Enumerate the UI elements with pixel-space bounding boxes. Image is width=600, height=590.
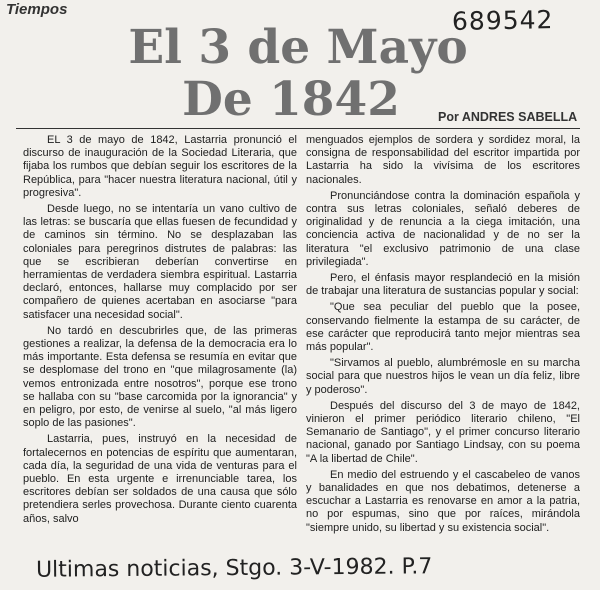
byline: Por ANDRES SABELLA [438, 110, 578, 124]
paragraph: EL 3 de mayo de 1842, Lastarria pronunció el discurso de inauguración de la Sociedad Literaria, que fijaba los rumbos que debían seguir los escritores de la República, para "hacer nuestra literatura nacional, útil y progresiva". [23, 134, 297, 199]
handwritten-source-note: Ultimas noticias, Stgo. 3-V-1982. P.7 [35, 554, 433, 583]
paragraph: Pronunciándose contra la dominación española y contra sus letras coloniales, señaló deberes de originalidad y de renuncia a la ciega imitación, una conciencia activa de nacionalidad y de no ser la literatura "el exclusivo patrimonio de una clase privilegiada". [306, 189, 580, 268]
paragraph: En medio del estruendo y el cascabeleo de vanos y banalidades en que nos debatimos, detenerse a escuchar a Lastarria es renovarse en amor a la patria, no por espumas, sino que por raíces, mirándola "siempre unido, su libertad y su existencia social". [306, 468, 580, 534]
paragraph: Después del discurso del 3 de mayo de 1842, vinieron el primer periódico literario chileno, "El Semanario de Santiago", y el primer concurso literario nacional, ganado por Santiago Lindsay, con su poema "A la libertad de Chile". [306, 399, 580, 465]
paragraph: Desde luego, no se intentaría un vano cultivo de las letras: se buscaría que ellas fuesen de fecundidad y de caminos sin término. No se desplazaban las coloniales para peregrinos distrutes de palabras: las que se escribieran deberían convertirse en herramientas de verdadera siembra espiritual. Lastarria declaró, entonces, hallarse muy complacido por ser compañero de quienes acertaban en asociarse "para satisfacer una necesidad social". [23, 203, 297, 321]
title-line-1: El 3 de Mayo [128, 20, 468, 75]
paragraph: menguados ejemplos de sordera y sordidez moral, la consigna de responsabilidad del escritor impartida por Lastarria ha sido la vivísima de los escritores nacionales. [306, 134, 580, 186]
paragraph: Pero, el énfasis mayor resplandeció en la misión de trabajar una literatura de sustancias popular y social: [306, 272, 580, 298]
quote-paragraph: "Que sea peculiar del pueblo que la posee, conservando fielmente la estampa de su carácter, de ese carácter que reproducirá tanto mejor mientras sea más popular". [306, 301, 580, 354]
paragraph: Lastarria, pues, instruyó en la necesidad de fortalecernos en potencias de espíritu que aumentaran, cada día, la seguridad de una vida de venturas para el pueblo. En esta urgente e irrenunciable tarea, los escritores debían ser soldados de una causa que sólo pretendiera serles provechosa. Durante ciento cuarenta años, salvo [23, 433, 297, 525]
divider-rule [16, 128, 580, 129]
handwritten-catalog-number: 689542 [451, 5, 554, 36]
quote-paragraph: "Sirvamos al pueblo, alumbrémosle en su marcha social para que nuestros hijos le vean un día feliz, libre y poderoso". [306, 357, 580, 396]
section-label: Tiempos [6, 1, 68, 18]
right-column [306, 134, 580, 535]
left-column [23, 134, 297, 526]
paragraph: No tardó en descubrirles que, de las primeras gestiones a realizar, la defensa de la democracia era lo más importante. Esta defensa se resumía en evitar que se desplomase del trono en "que milagrosamente (la) vemos entronizada entre nosotros", porque ese trono se hallaba con su "base carcomida por la ignorancia" y en peligro, por esto, de venirse al suelo, "al más ligero soplo de las pasiones". [23, 324, 297, 430]
title-line-2: De 1842 [182, 72, 400, 127]
